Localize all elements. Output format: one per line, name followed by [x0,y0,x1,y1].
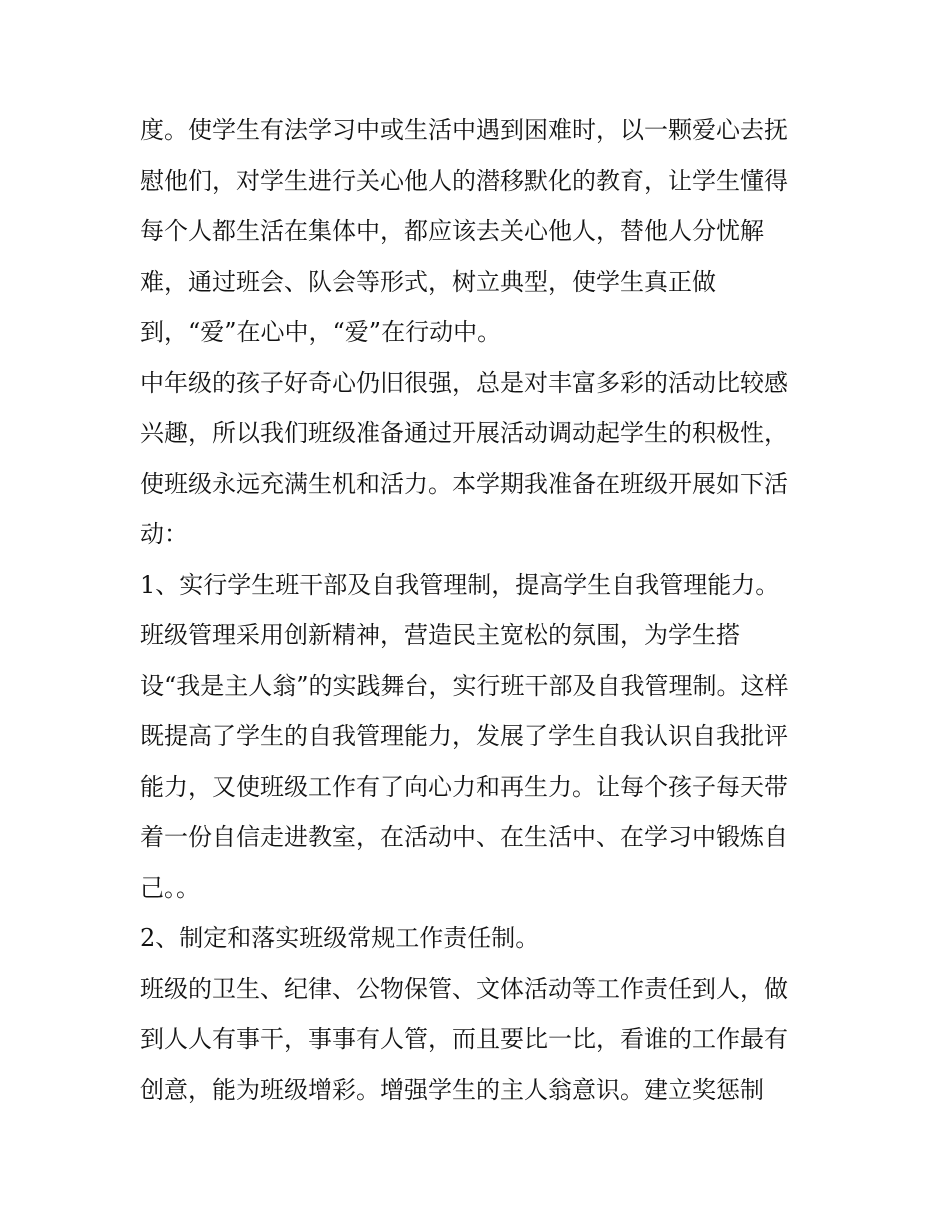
text-line: 着一份自信走进教室，在活动中、在生活中、在学习中锻炼自 [140,823,788,851]
text-line: 难，通过班会、队会等形式，树立典型，使学生真正做 [140,267,716,296]
text-line: 每个人都生活在集体中，都应该去关心他人，替他人分忧解 [140,217,764,245]
text-line: 创意，能为班级增彩。增强学生的主人翁意识。建立奖惩制 [140,1075,764,1104]
text-line: 能力，又使班级工作有了向心力和再生力。让每个孩子每天带 [140,772,788,801]
text-line: 慰他们，对学生进行关心他人的潜移默化的教育，让学生懂得 [140,166,788,195]
text-line: 设“我是主人翁”的实践舞台，实行班干部及自我管理制。这样 [140,671,789,700]
text-line: 到人人有事干，事事有人管，而且要比一比，看谁的工作最有 [140,1025,788,1053]
text-line: 到，“爱”在心中，“爱”在行动中。 [140,318,502,346]
text-line: 班级的卫生、纪律、公物保管、文体活动等工作责任到人，做 [140,974,788,1003]
text-line: 动： [140,520,188,548]
body-text [140,105,830,1115]
text-line: 既提高了学生的自我管理能力，发展了学生自我认识自我批评 [140,722,788,750]
text-line: 使班级永远充满生机和活力。本学期我准备在班级开展如下活 [140,469,788,498]
text-line: 中年级的孩子好奇心仍旧很强，总是对丰富多彩的活动比较感 [140,368,788,397]
text-line: 兴趣，所以我们班级准备通过开展活动调动起学生的积极性， [140,419,788,447]
list-heading-1: 1、实行学生班干部及自我管理制，提高学生自我管理能力。 [140,570,780,599]
text-line: 班级管理采用创新精神，营造民主宽松的氛围，为学生搭 [140,621,740,649]
text-line: 度。使学生有法学习中或生活中遇到困难时，以一颗爱心去抚 [140,116,788,144]
text-line: 己。。 [140,873,200,902]
list-heading-2: 2、制定和落实班级常规工作责任制。 [140,924,540,952]
